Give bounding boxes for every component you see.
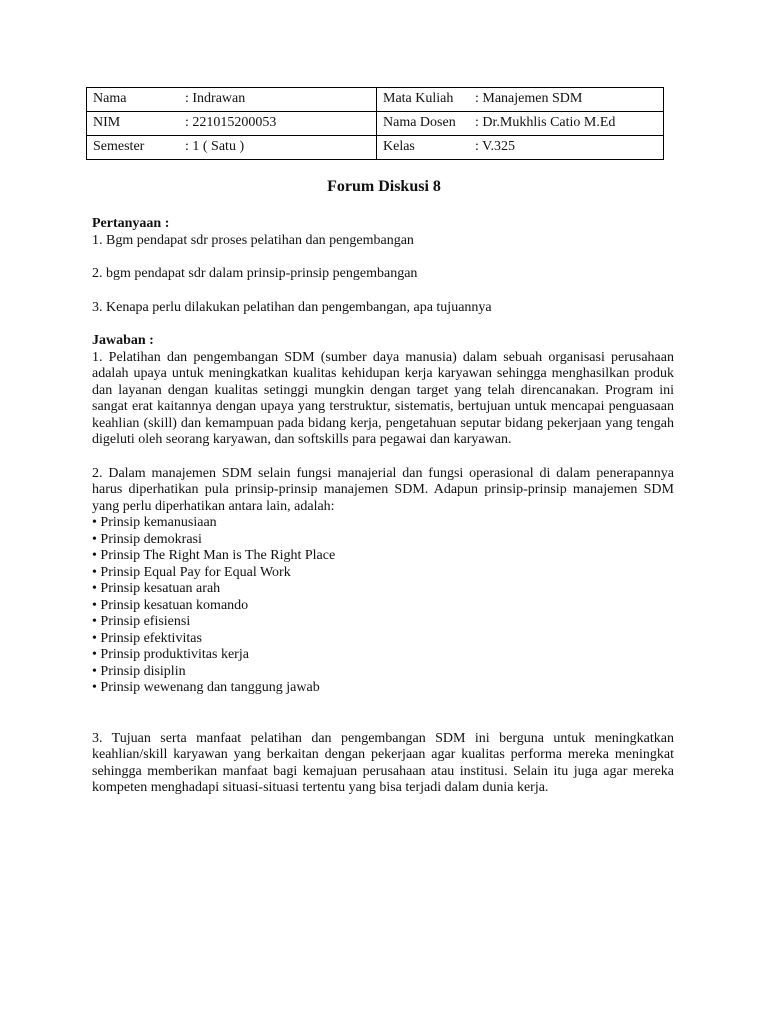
answer-1: 1. Pelatihan dan pengembangan SDM (sumber daya manusia) dalam sebuah organisasi perusahaan adalah upaya untuk meningkatkan kualitas kehidupan kerja karyawan sehingga menghasilkan produk dan layanan dengan kualitas setinggi mungkin dengan target yang telah direncanakan. Program ini sangat erat kaitannya dengan upaya yang terstruktur, sistematis, bertujuan untuk mencapai penguasaan keahlian (skill) dan kemampuan pada bidang kerja, pengetahuan seputar bidang pekerjaan yang tengah digeluti oleh seorang karyawan, dan softskills para pegawai dan karyawan. [92, 349, 674, 447]
label-nama-dosen: Nama Dosen [383, 115, 456, 131]
list-item: • Prinsip kemanusiaan [92, 515, 674, 532]
label-nama: Nama [93, 91, 127, 107]
list-item: • Prinsip disiplin [92, 664, 674, 681]
value-semester: : 1 ( Satu ) [185, 139, 245, 155]
list-item: • Prinsip Equal Pay for Equal Work [92, 565, 674, 582]
question-1: 1. Bgm pendapat sdr proses pelatihan dan pengembangan [92, 232, 414, 248]
document-title: Forum Diskusi 8 [327, 178, 441, 195]
list-item: • Prinsip wewenang dan tanggung jawab [92, 680, 674, 697]
info-row-nim [87, 112, 664, 136]
value-nim: : 221015200053 [185, 115, 277, 131]
list-item: • Prinsip The Right Man is The Right Place [92, 548, 674, 565]
info-cell-right [377, 88, 664, 112]
value-mata-kuliah: : Manajemen SDM [475, 91, 583, 107]
label-kelas: Kelas [383, 139, 415, 155]
info-cell-right [377, 136, 664, 160]
principles-list [92, 515, 674, 697]
label-nim: NIM [93, 115, 121, 131]
answer-2-intro: 2. Dalam manajemen SDM selain fungsi manajerial dan fungsi operasional di dalam penerapannya harus diperhatikan pula prinsip-prinsip manajemen SDM. Adapun prinsip-prinsip manajemen SDM yang perlu diperhatikan antara lain, adalah: [92, 465, 674, 514]
answer-3: 3. Tujuan serta manfaat pelatihan dan pengembangan SDM ini berguna untuk meningkatkan keahlian/skill karyawan yang berkaitan dengan pekerjaan agar kualitas performa mereka meningkat sehingga memberikan manfaat bagi kemajuan perusahaan atau institusi. Selain itu juga agar mereka kompeten menghadapi situasi-situasi tertentu yang bisa terjadi dalam dunia kerja. [92, 730, 674, 795]
document-body [92, 216, 674, 797]
info-row-semester [87, 136, 664, 160]
label-mata-kuliah: Mata Kuliah [383, 91, 454, 107]
value-nama-dosen: : Dr.Mukhlis Catio M.Ed [475, 115, 616, 131]
info-cell-left [87, 136, 377, 160]
question-2: 2. bgm pendapat sdr dalam prinsip-prinsip pengembangan [92, 266, 418, 281]
list-item: • Prinsip kesatuan arah [92, 581, 674, 598]
list-item: • Prinsip efisiensi [92, 614, 674, 631]
info-cell-left [87, 112, 377, 136]
student-info-table [86, 87, 664, 160]
question-3: 3. Kenapa perlu dilakukan pelatihan dan pengembangan, apa tujuannya [92, 299, 492, 315]
value-nama: : Indrawan [185, 91, 246, 107]
questions-heading: Pertanyaan : [92, 216, 170, 231]
list-item: • Prinsip produktivitas kerja [92, 647, 674, 664]
info-row-nama [87, 88, 664, 112]
info-cell-left [87, 88, 377, 112]
list-item: • Prinsip kesatuan komando [92, 598, 674, 615]
list-item: • Prinsip demokrasi [92, 532, 674, 549]
list-item: • Prinsip efektivitas [92, 631, 674, 648]
info-cell-right [377, 112, 664, 136]
label-semester: Semester [93, 139, 145, 155]
value-kelas: : V.325 [475, 139, 515, 155]
answers-heading: Jawaban : [92, 333, 154, 348]
